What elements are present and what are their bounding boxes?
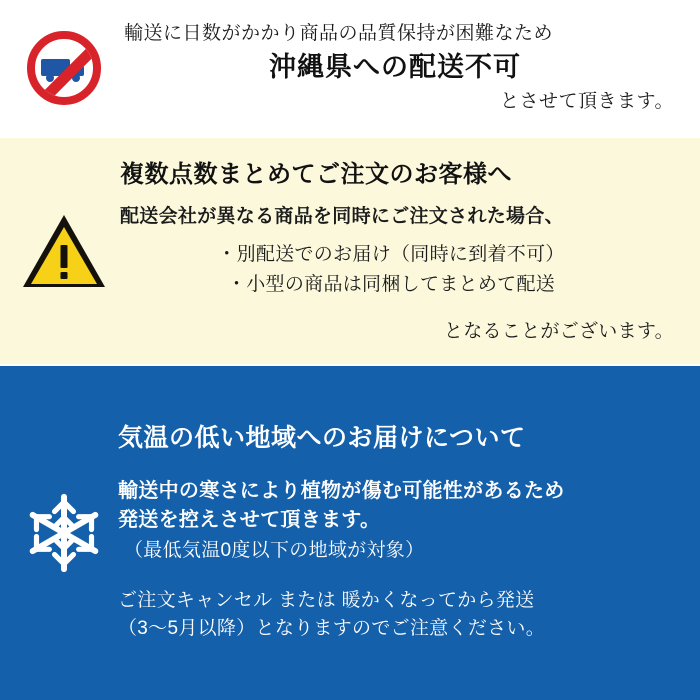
no-delivery-reason: 輸送に日数がかかり商品の品質保持が困難なため — [124, 22, 554, 44]
multiple-items-lead: 配送会社が異なる商品を同時にご注文された場合、 — [120, 205, 564, 227]
cold-area-line3: ご注文キャンセル または 暖かくなってから発送 — [118, 589, 535, 611]
warning-triangle-icon — [23, 215, 105, 287]
cold-area-line4: （3〜5月以降）となりますのでご注意ください。 — [118, 618, 546, 640]
cold-area-title: 気温の低い地域へのお届けについて — [118, 424, 526, 453]
section-multiple-items — [0, 136, 700, 366]
section-no-delivery — [0, 0, 700, 136]
multiple-items-closing: となることがございます。 — [443, 321, 674, 343]
no-delivery-icon-column — [18, 31, 110, 105]
multiple-items-bullet-list — [110, 240, 682, 301]
cold-area-line1: 輸送中の寒さにより植物が傷む可能性があるため — [118, 479, 565, 502]
cold-area-text-column — [110, 422, 686, 643]
cold-area-line2: 発送を控えさせて頂きます。 — [118, 508, 381, 531]
snowflake-icon — [21, 490, 107, 576]
multiple-items-title: 複数点数まとめてご注文のお客様へ — [120, 160, 512, 188]
no-delivery-closing: とさせて頂きます。 — [500, 90, 674, 112]
section-cold-area — [0, 366, 700, 700]
list-item: ・小型の商品は同梱してまとめて配送 — [226, 273, 556, 295]
no-delivery-headline: 沖縄県への配送不可 — [269, 52, 521, 83]
no-delivery-text-column — [110, 22, 686, 115]
warning-icon-column — [18, 215, 110, 287]
no-truck-icon — [27, 31, 101, 105]
multiple-items-text-column — [110, 159, 686, 344]
list-item: ・別配送でのお届け（同時に到着不可） — [217, 243, 565, 265]
cold-area-note: （最低気温0度以下の地域が対象） — [124, 539, 425, 561]
snowflake-icon-column — [18, 490, 110, 576]
